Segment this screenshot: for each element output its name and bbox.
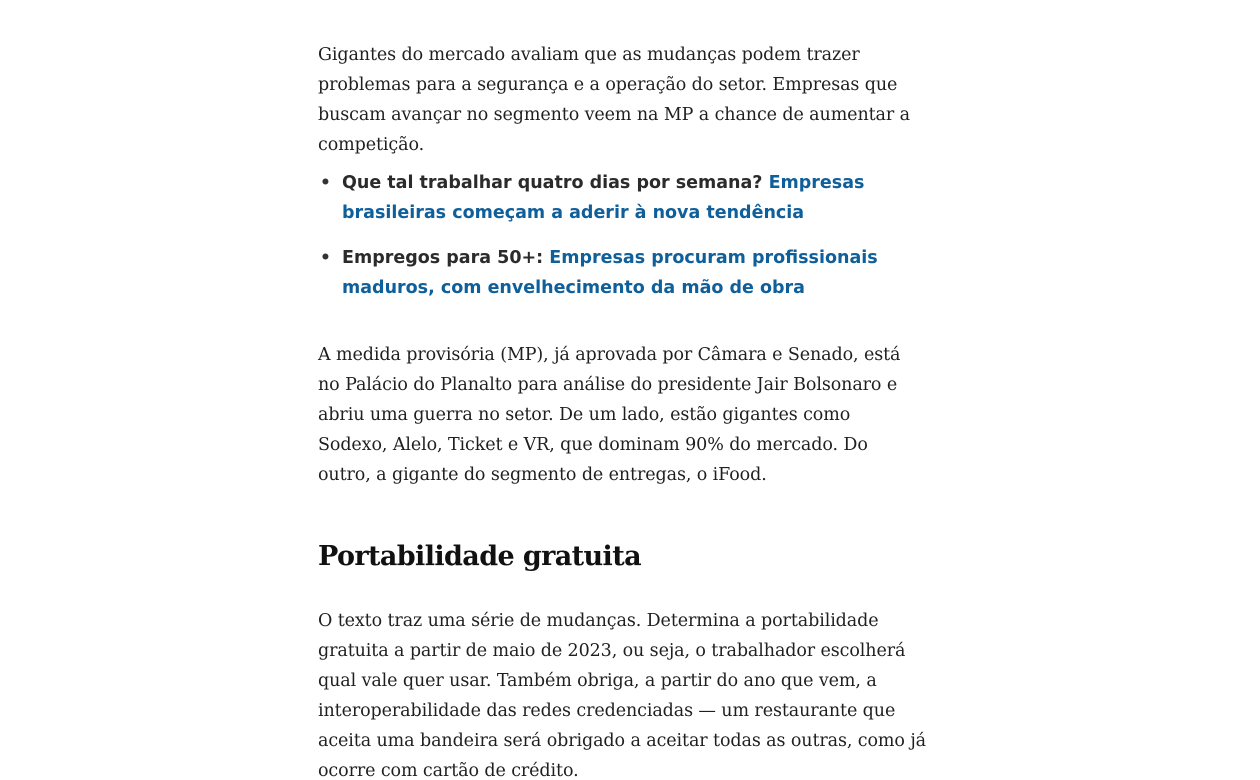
related-link-prefix: Empregos para 50+: [342, 248, 544, 268]
article-paragraph: O texto traz uma série de mudanças. Determina a portabilidade gratuita a partir de maio de 2023, ou seja, o trabalhador escolherá qual vale quer usar. Também obriga, a partir do ano que vem, a interoperabilidade das redes credenciadas — um restaurante que aceita uma bandeira será obrigado a aceitar todas as outras, como já ocorre com cartão de crédito. [318, 611, 926, 780]
related-link-item [318, 168, 918, 228]
bullet-icon: • [320, 173, 331, 193]
related-link-item [318, 243, 918, 303]
related-links-list [318, 168, 918, 303]
related-article-link[interactable]: Empresas procuram profissionais maduros, com envelhecimento da mão de obra [342, 248, 878, 298]
article-paragraph: A medida provisória (MP), já aprovada por Câmara e Senado, está no Palácio do Planalto para análise do presidente Jair Bolsonaro e abriu uma guerra no setor. De um lado, estão gigantes como Sodexo, Alelo, Ticket e VR, que dominam 90% do mercado. Do outro, a gigante do segmento de entregas, o iFood. [318, 345, 901, 485]
related-article-link[interactable]: Empresas brasileiras começam a aderir à nova tendência [342, 173, 865, 223]
bullet-icon: • [320, 248, 331, 268]
related-link-prefix: Que tal trabalhar quatro dias por semana? [342, 173, 763, 193]
section-heading: Portabilidade gratuita [318, 541, 641, 572]
article-paragraph: Gigantes do mercado avaliam que as mudanças podem trazer problemas para a segurança e a operação do setor. Empresas que buscam avançar no segmento veem na MP a chance de aumentar a competição. [318, 45, 910, 155]
